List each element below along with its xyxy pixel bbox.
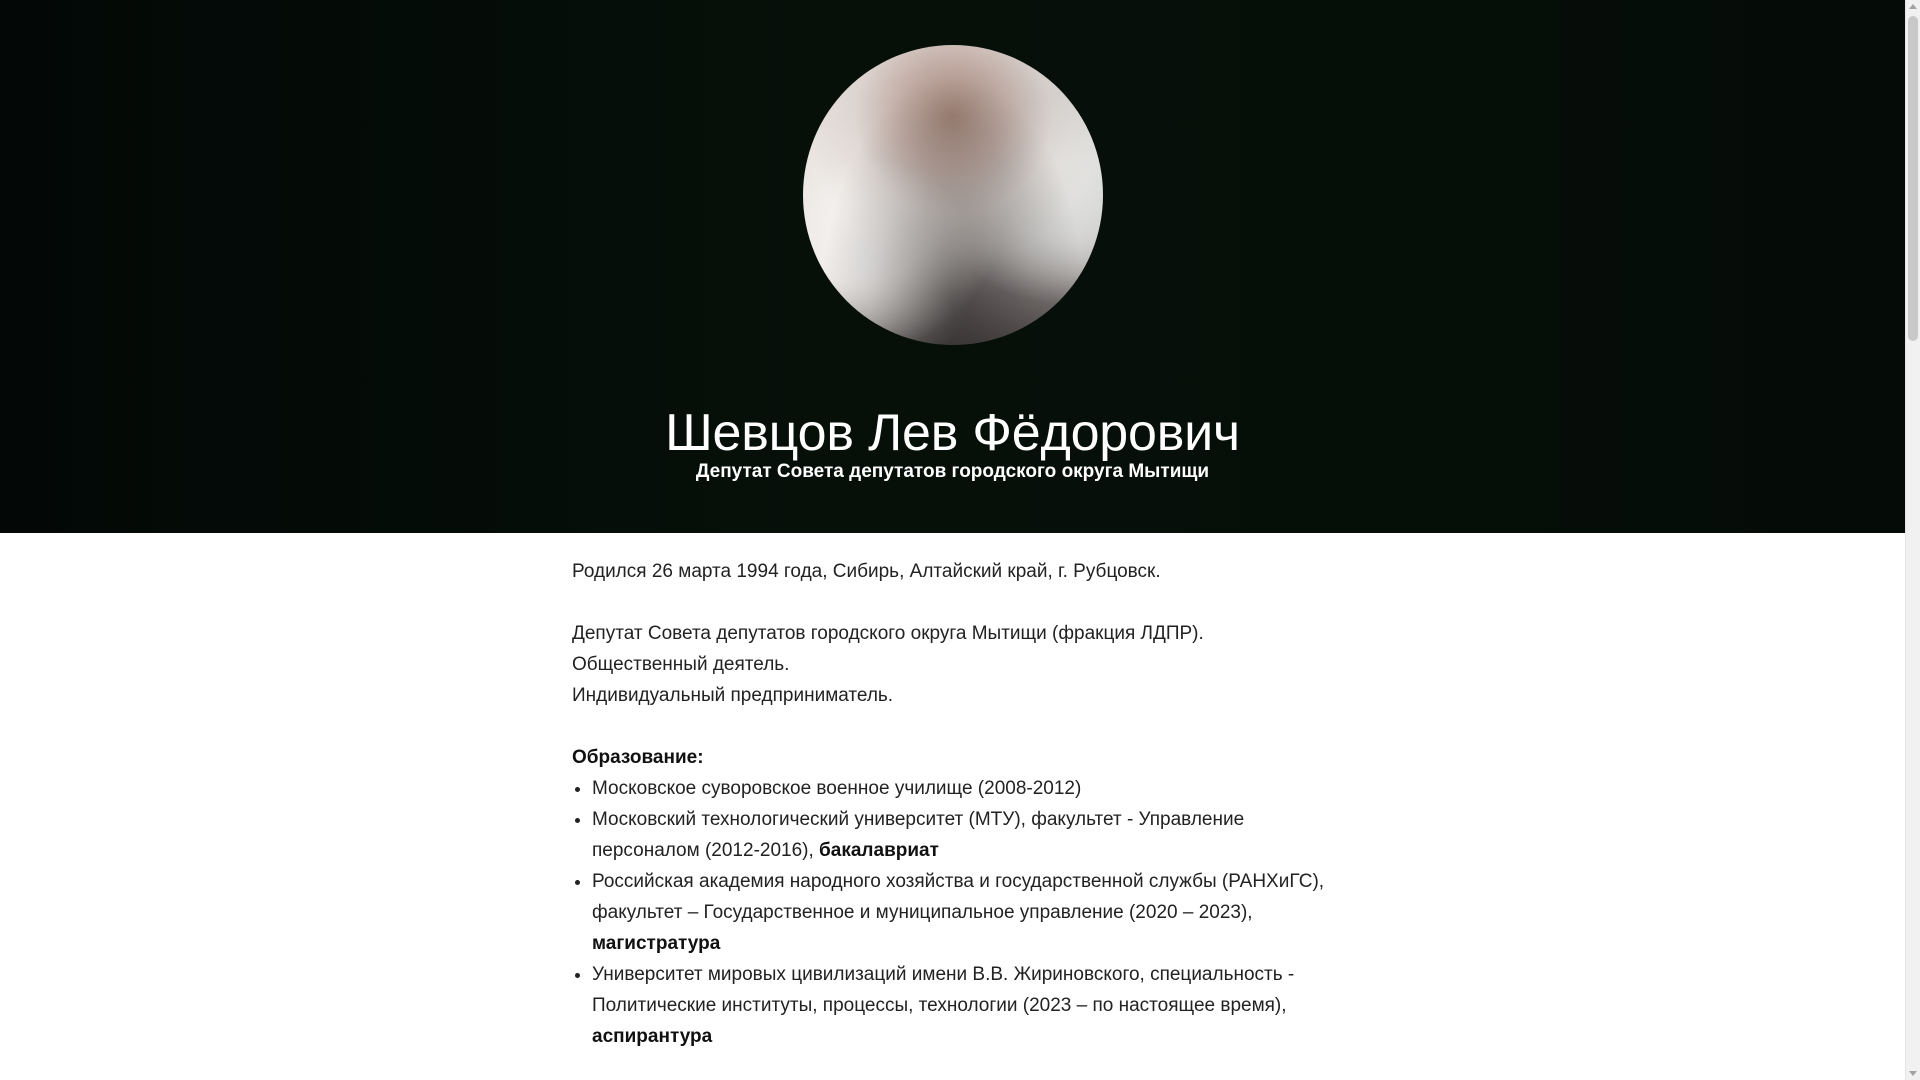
education-title: Образование: [572,747,704,768]
education-item-text: Университет мировых цивилизаций имени В.В. Жириновского, специальность - Политические институты, процессы, технологии (2023 – по настоящее время), [592,964,1295,1016]
profile-position: Депутат Совета депутатов городского округа Мытищи [695,461,1210,482]
profile-hero [0,0,1905,533]
scroll-down-arrow-icon[interactable] [1909,1071,1917,1076]
education-item-text: Российская академия народного хозяйства и государственной службы (РАНХиГС), факультет – Государственное и муниципальное управление (2020 – 2023), [592,871,1325,923]
scroll-up-arrow-icon[interactable] [1909,4,1917,9]
bio-public-figure: Общественный деятель. [572,654,790,675]
bio-birth: Родился 26 марта 1994 года, Сибирь, Алтайский край, г. Рубцовск. [572,561,1161,582]
education-item [592,773,1332,804]
education-item-text: Московское суворовское военное училище (2008-2012) [592,778,1082,799]
paragraph-spacer [572,587,1332,618]
education-list [572,773,1332,1052]
profile-photo [803,45,1103,345]
vertical-scrollbar[interactable] [1905,0,1920,1080]
education-item [592,959,1332,1052]
bio-entrepreneur: Индивидуальный предприниматель. [572,685,894,706]
education-item [592,866,1332,959]
education-item-text: Московский технологический университет (МТУ), факультет - Управление персоналом (2012-2016), [592,809,1245,861]
scrollbar-thumb[interactable] [1908,16,1918,341]
profile-name: Шевцов Лев Фёдорович [665,403,1240,462]
profile-content [572,556,1332,1052]
paragraph-spacer [572,711,1332,742]
education-degree: аспирантура [592,1026,713,1047]
education-item [592,804,1332,866]
bio-deputy: Депутат Совета депутатов городского округа Мытищи (фракция ЛДПР). [572,623,1204,644]
education-degree: бакалавриат [819,840,939,861]
education-degree: магистратура [592,933,721,954]
